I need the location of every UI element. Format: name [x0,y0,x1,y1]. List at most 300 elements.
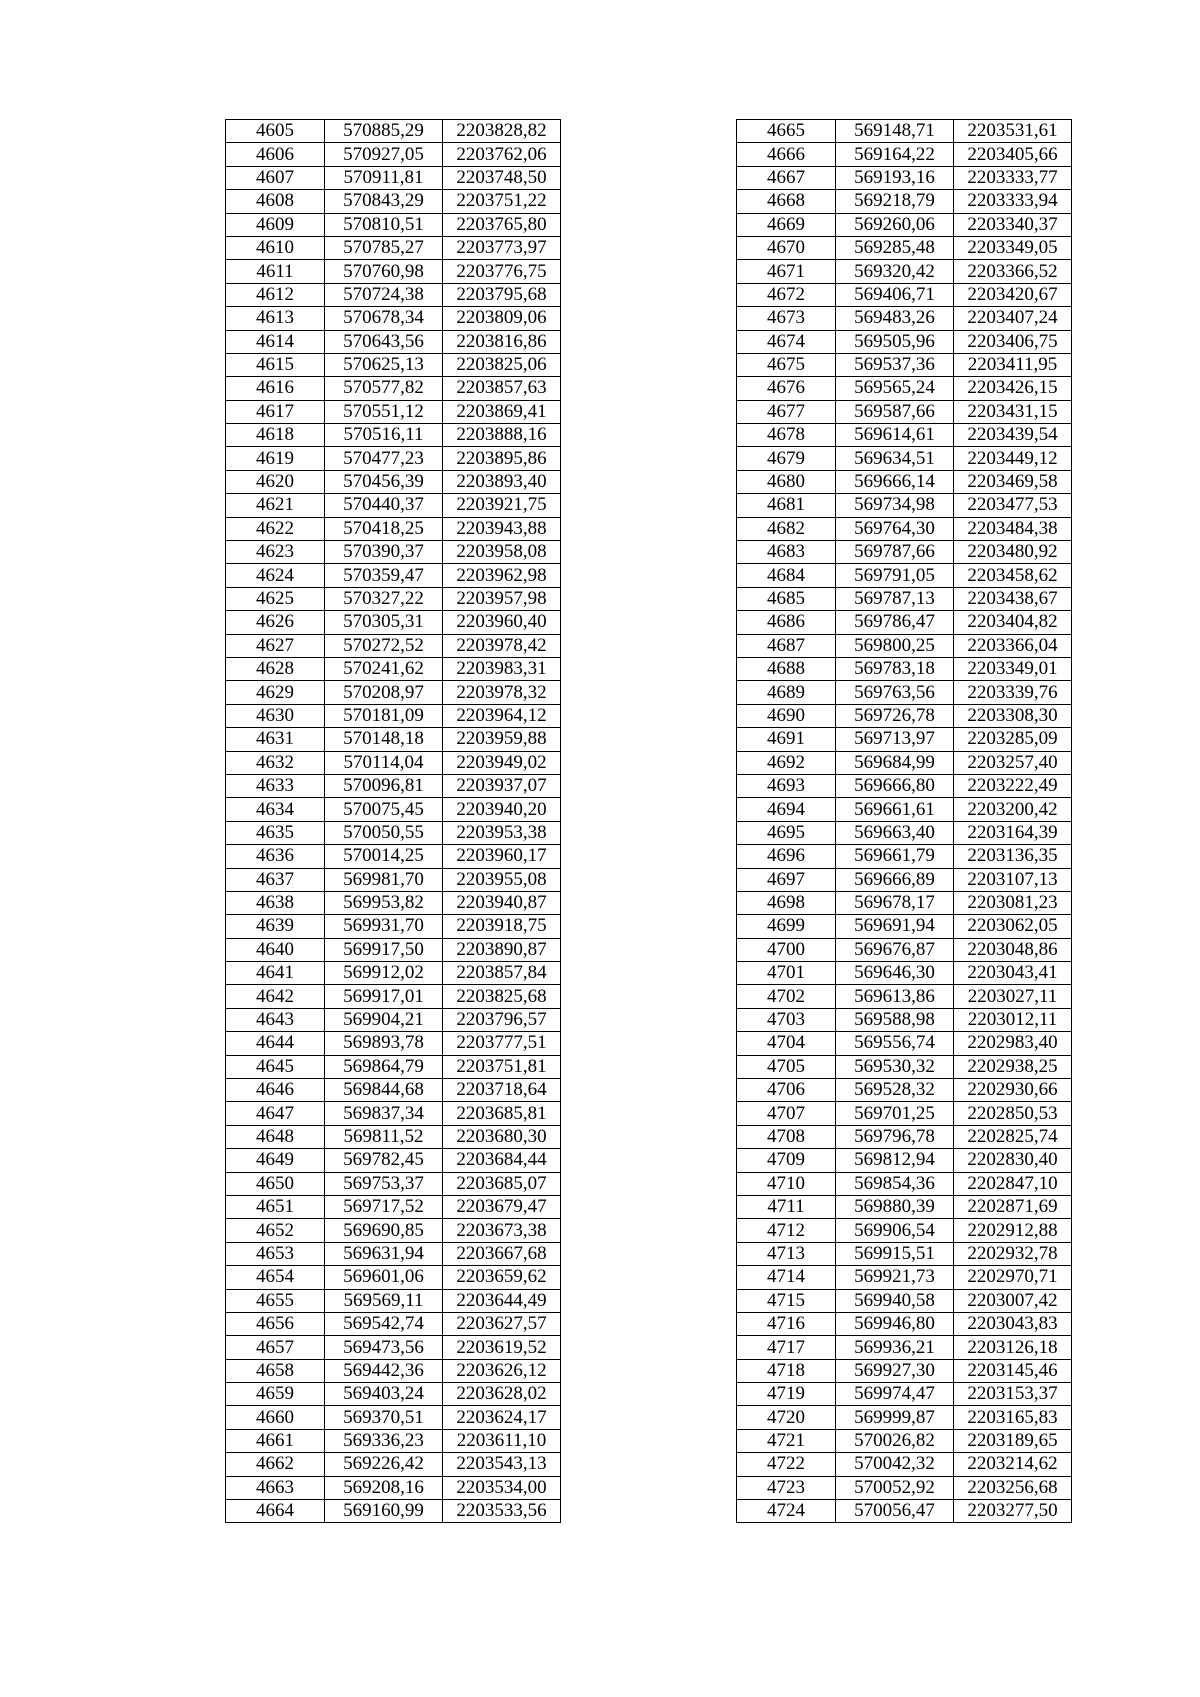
y-coordinate-cell: 2202825,74 [954,1125,1072,1148]
x-coordinate-cell: 569691,94 [836,915,954,938]
table-row [226,821,561,844]
point-number-cell: 4658 [226,1359,325,1382]
point-number-cell: 4652 [226,1219,325,1242]
x-coordinate-cell: 569974,47 [836,1383,954,1406]
y-coordinate-cell: 2203533,56 [443,1500,561,1523]
x-coordinate-cell: 569661,61 [836,798,954,821]
x-coordinate-cell: 569800,25 [836,634,954,657]
point-number-cell: 4636 [226,845,325,868]
coordinates-table-left [225,119,561,1523]
point-number-cell: 4713 [737,1242,836,1265]
point-number-cell: 4617 [226,400,325,423]
point-number-cell: 4627 [226,634,325,657]
table-row [737,1079,1072,1102]
table-row [226,307,561,330]
point-number-cell: 4701 [737,962,836,985]
y-coordinate-cell: 2203449,12 [954,447,1072,470]
x-coordinate-cell: 569717,52 [325,1195,443,1218]
table-row [226,400,561,423]
x-coordinate-cell: 570927,05 [325,143,443,166]
table-row [226,1429,561,1452]
point-number-cell: 4650 [226,1172,325,1195]
table-row [226,143,561,166]
table-row [737,1032,1072,1055]
point-number-cell: 4700 [737,938,836,961]
x-coordinate-cell: 569569,11 [325,1289,443,1312]
x-coordinate-cell: 569763,56 [836,681,954,704]
x-coordinate-cell: 569713,97 [836,728,954,751]
x-coordinate-cell: 570026,82 [836,1429,954,1452]
point-number-cell: 4690 [737,704,836,727]
point-number-cell: 4675 [737,353,836,376]
point-number-cell: 4661 [226,1429,325,1452]
x-coordinate-cell: 570625,13 [325,353,443,376]
x-coordinate-cell: 569940,58 [836,1289,954,1312]
table-row [226,1312,561,1335]
x-coordinate-cell: 569336,23 [325,1429,443,1452]
y-coordinate-cell: 2203420,67 [954,283,1072,306]
x-coordinate-cell: 570272,52 [325,634,443,657]
x-coordinate-cell: 569684,99 [836,751,954,774]
table-row [737,611,1072,634]
x-coordinate-cell: 569614,61 [836,424,954,447]
point-number-cell: 4633 [226,774,325,797]
table-row [737,260,1072,283]
y-coordinate-cell: 2202970,71 [954,1266,1072,1289]
table-row [737,213,1072,236]
point-number-cell: 4665 [737,120,836,143]
table-row [737,470,1072,493]
point-number-cell: 4621 [226,494,325,517]
x-coordinate-cell: 570418,25 [325,517,443,540]
y-coordinate-cell: 2203189,65 [954,1429,1072,1452]
point-number-cell: 4632 [226,751,325,774]
table-row [226,1195,561,1218]
x-coordinate-cell: 569320,42 [836,260,954,283]
x-coordinate-cell: 569631,94 [325,1242,443,1265]
point-number-cell: 4719 [737,1383,836,1406]
point-number-cell: 4646 [226,1079,325,1102]
table-row [226,1453,561,1476]
point-number-cell: 4657 [226,1336,325,1359]
x-coordinate-cell: 570516,11 [325,424,443,447]
table-row [737,353,1072,376]
table-row [226,1289,561,1312]
y-coordinate-cell: 2203893,40 [443,470,561,493]
point-number-cell: 4683 [737,541,836,564]
point-number-cell: 4694 [737,798,836,821]
table-row [226,845,561,868]
x-coordinate-cell: 569936,21 [836,1336,954,1359]
x-coordinate-cell: 569904,21 [325,1008,443,1031]
y-coordinate-cell: 2203825,68 [443,985,561,1008]
x-coordinate-cell: 569893,78 [325,1032,443,1055]
point-number-cell: 4671 [737,260,836,283]
point-number-cell: 4616 [226,377,325,400]
table-row [737,330,1072,353]
x-coordinate-cell: 569537,36 [836,353,954,376]
x-coordinate-cell: 569556,74 [836,1032,954,1055]
coordinates-table-right [736,119,1072,1523]
table-row [226,681,561,704]
x-coordinate-cell: 570456,39 [325,470,443,493]
table-row [737,728,1072,751]
x-coordinate-cell: 569588,98 [836,1008,954,1031]
table-row [737,751,1072,774]
table-row [737,704,1072,727]
point-number-cell: 4641 [226,962,325,985]
x-coordinate-cell: 569946,80 [836,1312,954,1335]
y-coordinate-cell: 2203937,07 [443,774,561,797]
table-row [737,447,1072,470]
point-number-cell: 4685 [737,587,836,610]
table-row [226,1359,561,1382]
point-number-cell: 4638 [226,891,325,914]
y-coordinate-cell: 2203007,42 [954,1289,1072,1312]
y-coordinate-cell: 2202830,40 [954,1149,1072,1172]
point-number-cell: 4686 [737,611,836,634]
table-row [737,1266,1072,1289]
point-number-cell: 4624 [226,564,325,587]
x-coordinate-cell: 569783,18 [836,657,954,680]
x-coordinate-cell: 569403,24 [325,1383,443,1406]
table-row [737,283,1072,306]
table-row [737,1336,1072,1359]
point-number-cell: 4717 [737,1336,836,1359]
point-number-cell: 4640 [226,938,325,961]
point-number-cell: 4606 [226,143,325,166]
x-coordinate-cell: 569953,82 [325,891,443,914]
x-coordinate-cell: 569917,50 [325,938,443,961]
table-row [226,120,561,143]
x-coordinate-cell: 569285,48 [836,236,954,259]
point-number-cell: 4703 [737,1008,836,1031]
point-number-cell: 4677 [737,400,836,423]
y-coordinate-cell: 2203469,58 [954,470,1072,493]
point-number-cell: 4630 [226,704,325,727]
y-coordinate-cell: 2203795,68 [443,283,561,306]
table-row [226,774,561,797]
point-number-cell: 4723 [737,1476,836,1499]
point-number-cell: 4679 [737,447,836,470]
point-number-cell: 4608 [226,190,325,213]
point-number-cell: 4637 [226,868,325,891]
y-coordinate-cell: 2203048,86 [954,938,1072,961]
y-coordinate-cell: 2203624,17 [443,1406,561,1429]
table-row [226,1219,561,1242]
x-coordinate-cell: 569734,98 [836,494,954,517]
table-row [226,190,561,213]
table-row [226,260,561,283]
x-coordinate-cell: 569406,71 [836,283,954,306]
y-coordinate-cell: 2203869,41 [443,400,561,423]
table-row [226,330,561,353]
y-coordinate-cell: 2203619,52 [443,1336,561,1359]
point-number-cell: 4615 [226,353,325,376]
point-number-cell: 4695 [737,821,836,844]
y-coordinate-cell: 2203611,10 [443,1429,561,1452]
x-coordinate-cell: 570785,27 [325,236,443,259]
y-coordinate-cell: 2203796,57 [443,1008,561,1031]
point-number-cell: 4696 [737,845,836,868]
x-coordinate-cell: 569160,99 [325,1500,443,1523]
table-row [737,1500,1072,1523]
table-row [226,1149,561,1172]
x-coordinate-cell: 569915,51 [836,1242,954,1265]
x-coordinate-cell: 569260,06 [836,213,954,236]
y-coordinate-cell: 2203964,12 [443,704,561,727]
point-number-cell: 4716 [737,1312,836,1335]
y-coordinate-cell: 2203684,44 [443,1149,561,1172]
x-coordinate-cell: 569981,70 [325,868,443,891]
point-number-cell: 4715 [737,1289,836,1312]
y-coordinate-cell: 2203626,12 [443,1359,561,1382]
y-coordinate-cell: 2203888,16 [443,424,561,447]
table-row [226,236,561,259]
x-coordinate-cell: 569666,14 [836,470,954,493]
y-coordinate-cell: 2203256,68 [954,1476,1072,1499]
point-number-cell: 4706 [737,1079,836,1102]
x-coordinate-cell: 570096,81 [325,774,443,797]
table-row [226,634,561,657]
x-coordinate-cell: 569782,45 [325,1149,443,1172]
y-coordinate-cell: 2203340,37 [954,213,1072,236]
y-coordinate-cell: 2203978,42 [443,634,561,657]
table-row [226,377,561,400]
table-row [737,985,1072,1008]
table-row [737,236,1072,259]
point-number-cell: 4654 [226,1266,325,1289]
x-coordinate-cell: 569791,05 [836,564,954,587]
table-row [737,868,1072,891]
table-row [226,1102,561,1125]
point-number-cell: 4691 [737,728,836,751]
x-coordinate-cell: 569811,52 [325,1125,443,1148]
x-coordinate-cell: 569787,13 [836,587,954,610]
table-row [226,517,561,540]
y-coordinate-cell: 2203126,18 [954,1336,1072,1359]
point-number-cell: 4712 [737,1219,836,1242]
table-row [737,1195,1072,1218]
point-number-cell: 4722 [737,1453,836,1476]
point-number-cell: 4705 [737,1055,836,1078]
x-coordinate-cell: 569587,66 [836,400,954,423]
x-coordinate-cell: 569613,86 [836,985,954,1008]
point-number-cell: 4684 [737,564,836,587]
y-coordinate-cell: 2203751,22 [443,190,561,213]
y-coordinate-cell: 2203543,13 [443,1453,561,1476]
table-row [226,447,561,470]
point-number-cell: 4698 [737,891,836,914]
table-row [226,1383,561,1406]
point-number-cell: 4711 [737,1195,836,1218]
table-row [226,541,561,564]
point-number-cell: 4664 [226,1500,325,1523]
point-number-cell: 4626 [226,611,325,634]
point-number-cell: 4643 [226,1008,325,1031]
y-coordinate-cell: 2203214,62 [954,1453,1072,1476]
y-coordinate-cell: 2203940,20 [443,798,561,821]
y-coordinate-cell: 2203751,81 [443,1055,561,1078]
y-coordinate-cell: 2203680,30 [443,1125,561,1148]
x-coordinate-cell: 569812,94 [836,1149,954,1172]
y-coordinate-cell: 2203349,05 [954,236,1072,259]
point-number-cell: 4659 [226,1383,325,1406]
y-coordinate-cell: 2203027,11 [954,985,1072,1008]
y-coordinate-cell: 2203773,97 [443,236,561,259]
table-row [737,1429,1072,1452]
table-row [226,424,561,447]
point-number-cell: 4642 [226,985,325,1008]
x-coordinate-cell: 570911,81 [325,166,443,189]
x-coordinate-cell: 569787,66 [836,541,954,564]
x-coordinate-cell: 570477,23 [325,447,443,470]
y-coordinate-cell: 2203959,88 [443,728,561,751]
table-row [737,1242,1072,1265]
table-row [226,1242,561,1265]
point-number-cell: 4707 [737,1102,836,1125]
x-coordinate-cell: 569690,85 [325,1219,443,1242]
y-coordinate-cell: 2203828,82 [443,120,561,143]
table-row [226,985,561,1008]
y-coordinate-cell: 2203145,46 [954,1359,1072,1382]
x-coordinate-cell: 569786,47 [836,611,954,634]
y-coordinate-cell: 2203918,75 [443,915,561,938]
y-coordinate-cell: 2203438,67 [954,587,1072,610]
point-number-cell: 4667 [737,166,836,189]
y-coordinate-cell: 2203685,81 [443,1102,561,1125]
point-number-cell: 4663 [226,1476,325,1499]
table-row [737,1453,1072,1476]
y-coordinate-cell: 2203366,52 [954,260,1072,283]
y-coordinate-cell: 2203957,98 [443,587,561,610]
table-row [226,494,561,517]
y-coordinate-cell: 2203825,06 [443,353,561,376]
point-number-cell: 4625 [226,587,325,610]
point-number-cell: 4668 [737,190,836,213]
x-coordinate-cell: 569837,34 [325,1102,443,1125]
y-coordinate-cell: 2202932,78 [954,1242,1072,1265]
y-coordinate-cell: 2203718,64 [443,1079,561,1102]
y-coordinate-cell: 2202930,66 [954,1079,1072,1102]
table-row [737,424,1072,447]
y-coordinate-cell: 2203411,95 [954,353,1072,376]
x-coordinate-cell: 570305,31 [325,611,443,634]
x-coordinate-cell: 570577,82 [325,377,443,400]
table-row [226,283,561,306]
table-row [737,774,1072,797]
x-coordinate-cell: 569483,26 [836,307,954,330]
y-coordinate-cell: 2203081,23 [954,891,1072,914]
y-coordinate-cell: 2203458,62 [954,564,1072,587]
y-coordinate-cell: 2202983,40 [954,1032,1072,1055]
table-row [226,564,561,587]
y-coordinate-cell: 2202847,10 [954,1172,1072,1195]
table-row [226,1079,561,1102]
point-number-cell: 4674 [737,330,836,353]
table-row [737,400,1072,423]
x-coordinate-cell: 570885,29 [325,120,443,143]
y-coordinate-cell: 2203308,30 [954,704,1072,727]
x-coordinate-cell: 570678,34 [325,307,443,330]
y-coordinate-cell: 2203153,37 [954,1383,1072,1406]
y-coordinate-cell: 2203136,35 [954,845,1072,868]
x-coordinate-cell: 570760,98 [325,260,443,283]
table-row [226,1500,561,1523]
point-number-cell: 4714 [737,1266,836,1289]
y-coordinate-cell: 2203406,75 [954,330,1072,353]
x-coordinate-cell: 570390,37 [325,541,443,564]
point-number-cell: 4635 [226,821,325,844]
table-row [737,494,1072,517]
x-coordinate-cell: 569927,30 [836,1359,954,1382]
x-coordinate-cell: 569473,56 [325,1336,443,1359]
x-coordinate-cell: 569796,78 [836,1125,954,1148]
table-row [737,1312,1072,1335]
point-number-cell: 4724 [737,1500,836,1523]
y-coordinate-cell: 2202912,88 [954,1219,1072,1242]
table-row [737,377,1072,400]
table-row [226,938,561,961]
y-coordinate-cell: 2203983,31 [443,657,561,680]
x-coordinate-cell: 569844,68 [325,1079,443,1102]
point-number-cell: 4628 [226,657,325,680]
x-coordinate-cell: 569148,71 [836,120,954,143]
point-number-cell: 4614 [226,330,325,353]
y-coordinate-cell: 2203200,42 [954,798,1072,821]
x-coordinate-cell: 570042,32 [836,1453,954,1476]
x-coordinate-cell: 570440,37 [325,494,443,517]
y-coordinate-cell: 2203164,39 [954,821,1072,844]
table-row [737,166,1072,189]
x-coordinate-cell: 570843,29 [325,190,443,213]
y-coordinate-cell: 2203921,75 [443,494,561,517]
table-row [737,1149,1072,1172]
y-coordinate-cell: 2203765,80 [443,213,561,236]
y-coordinate-cell: 2203277,50 [954,1500,1072,1523]
point-number-cell: 4656 [226,1312,325,1335]
x-coordinate-cell: 570181,09 [325,704,443,727]
point-number-cell: 4619 [226,447,325,470]
point-number-cell: 4678 [737,424,836,447]
point-number-cell: 4673 [737,307,836,330]
point-number-cell: 4639 [226,915,325,938]
table-row [737,681,1072,704]
x-coordinate-cell: 570327,22 [325,587,443,610]
y-coordinate-cell: 2203685,07 [443,1172,561,1195]
x-coordinate-cell: 569542,74 [325,1312,443,1335]
x-coordinate-cell: 570014,25 [325,845,443,868]
table-row [226,1055,561,1078]
x-coordinate-cell: 569701,25 [836,1102,954,1125]
point-number-cell: 4607 [226,166,325,189]
table-row [737,564,1072,587]
table-row [226,1266,561,1289]
table-row [226,611,561,634]
y-coordinate-cell: 2203404,82 [954,611,1072,634]
x-coordinate-cell: 570056,47 [836,1500,954,1523]
table-row [226,1476,561,1499]
point-number-cell: 4720 [737,1406,836,1429]
x-coordinate-cell: 570241,62 [325,657,443,680]
x-coordinate-cell: 570208,97 [325,681,443,704]
y-coordinate-cell: 2203816,86 [443,330,561,353]
y-coordinate-cell: 2203958,08 [443,541,561,564]
point-number-cell: 4699 [737,915,836,938]
table-row [226,728,561,751]
x-coordinate-cell: 570810,51 [325,213,443,236]
point-number-cell: 4682 [737,517,836,540]
